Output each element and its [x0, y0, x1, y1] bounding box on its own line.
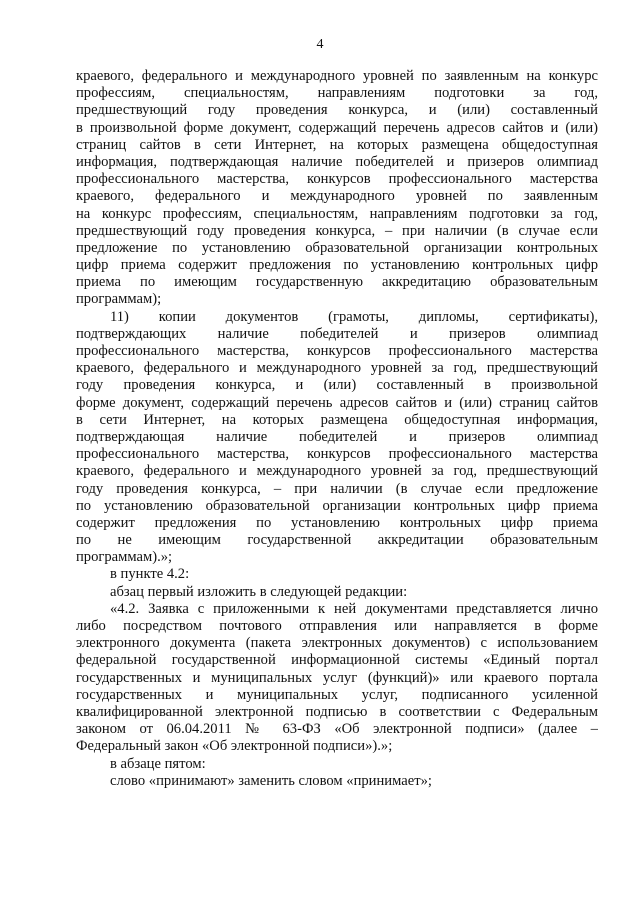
text-line: подтверждающая наличие победителей и призеров олимпиад — [76, 428, 598, 445]
text-line: программам); — [76, 291, 162, 308]
text-line: содержит предложения по установлению контрольных цифр приема — [76, 514, 598, 531]
text-line: государственных и муниципальных услуг (функций)» или краевого портала — [76, 669, 598, 686]
text-line: краевого, федерального и международного уровней за год, предшествующий — [76, 463, 598, 480]
text-line: квалифицированной электронной подписью в соответствии с Федеральным — [76, 703, 598, 720]
text-line: предшествующий году проведения конкурса, и (или) составленный — [76, 102, 598, 119]
text-line: в абзаце пятом: — [110, 755, 206, 772]
text-line: Федеральный закон «Об электронной подписи»).»; — [76, 738, 393, 755]
text-line: краевого, федерального и международного уровней по заявленным — [76, 188, 598, 205]
text-line: в произвольной форме документ, содержащий перечень адресов сайтов и (или) — [76, 119, 598, 136]
text-line: на конкурс профессиям, специальностям, направлениям подготовки за год, — [76, 205, 598, 222]
text-line: краевого, федерального и международного уровней за год, предшествующий — [76, 360, 598, 377]
text-line: законом от 06.04.2011 № 63-ФЗ «Об электронной подписи» (далее – — [76, 721, 598, 738]
text-line: по не имеющим государственной аккредитации образовательным — [76, 532, 598, 549]
text-line: цифр приема содержит предложения по установлению контрольных цифр — [76, 257, 598, 274]
text-line: форме документ, содержащий перечень адресов сайтов и (или) страниц сайтов — [76, 394, 598, 411]
text-line: электронного документа (пакета электронных документов) с использованием — [76, 635, 598, 652]
text-line: «4.2. Заявка с приложенными к ней документами представляется лично — [110, 600, 598, 617]
text-line: либо посредством почтового отправления или направляется в форме — [76, 618, 598, 634]
text-line: абзац первый изложить в следующей редакции: — [110, 583, 408, 600]
text-line: году проведения конкурса, – при наличии (в случае если предложение — [76, 480, 598, 497]
text-line: программам).»; — [76, 549, 173, 566]
text-line: приема по имеющим государственную аккредитацию образовательным — [76, 274, 598, 291]
text-line: предложение по установлению образовательной организации контрольных — [76, 239, 598, 256]
text-line: в пункте 4.2: — [110, 566, 190, 583]
text-line: слово «принимают» заменить словом «принимает»; — [110, 772, 432, 789]
page-number: 4 — [316, 37, 324, 52]
text-line: подтверждающих наличие победителей и призеров олимпиад — [76, 325, 598, 342]
document-body — [76, 68, 598, 790]
text-line: краевого, федерального и международного уровней по заявленным на конкурс — [76, 68, 598, 84]
text-line: профессиям, специальностям, направлениям подготовки за год, — [76, 85, 598, 102]
text-line: году проведения конкурса, и (или) составленный в произвольной — [76, 377, 598, 394]
text-line: профессионального мастерства, конкурсов профессионального мастерства — [76, 171, 598, 188]
text-line: страниц сайтов в сети Интернет, на которых размещена общедоступная — [76, 136, 598, 153]
text-line: профессионального мастерства, конкурсов профессионального мастерства — [76, 446, 598, 463]
text-line: предшествующий году проведения конкурса, – при наличии (в случае если — [76, 222, 598, 239]
text-line: по установлению образовательной организации контрольных цифр приема — [76, 497, 598, 514]
text-line: профессионального мастерства, конкурсов профессионального мастерства — [76, 343, 598, 359]
text-line: 11) копии документов (грамоты, дипломы, сертификаты), — [110, 308, 598, 325]
text-line: в сети Интернет, на которых размещена общедоступная информация, — [76, 411, 598, 428]
text-line: государственных и муниципальных услуг, подписанного усиленной — [76, 686, 598, 703]
text-line: информация, подтверждающая наличие победителей и призеров олимпиад — [76, 153, 598, 170]
text-line: федеральной государственной информационной системы «Единый портал — [76, 652, 598, 669]
